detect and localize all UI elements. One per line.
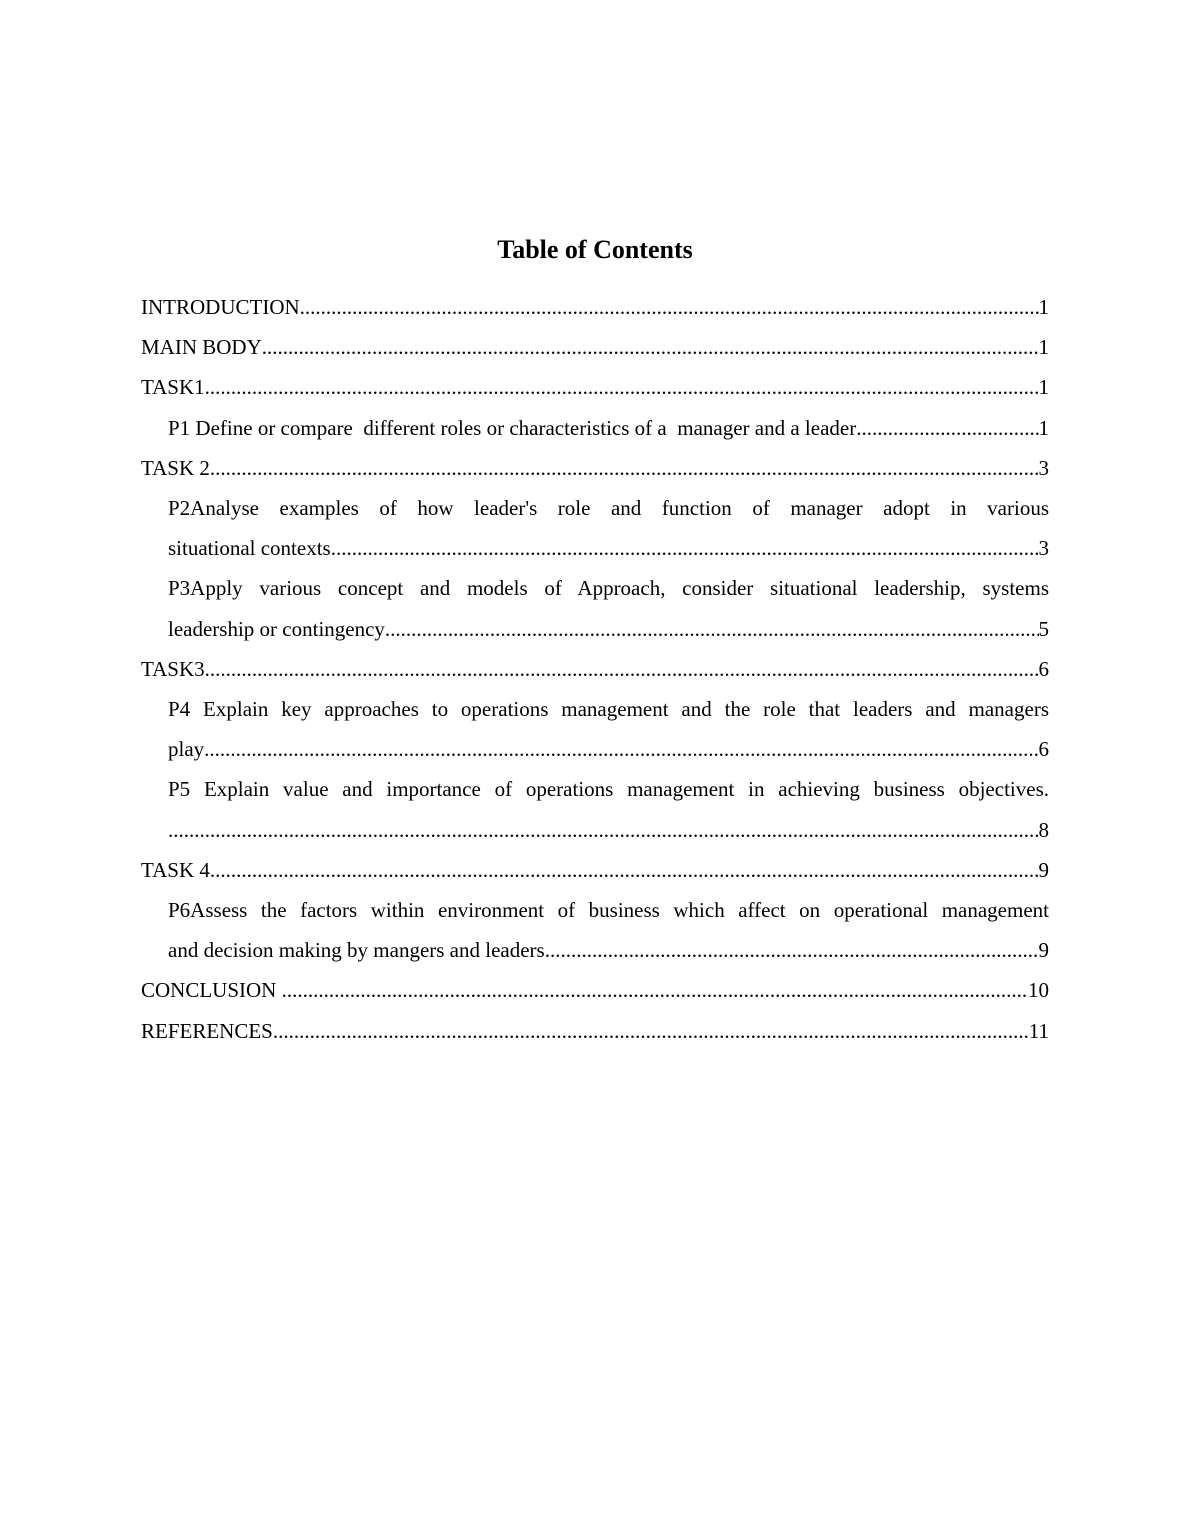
toc-entry-p4[interactable] [141, 689, 1049, 769]
toc-entry-label-line1: P3Apply various concept and models of Approach, consider situational leadership, systems [168, 576, 1049, 601]
toc-entry-label: MAIN BODY [141, 335, 262, 360]
toc-entry-p6[interactable] [141, 890, 1049, 970]
toc-entry-label-line1: P6Assess the factors within environment of business which affect on operational management [168, 898, 1049, 923]
toc-page-number: 8 [1038, 817, 1049, 842]
toc-entry-label: TASK1 [141, 375, 205, 400]
toc-entry-main-body[interactable] [141, 327, 1049, 367]
toc-entry-label-line1: P5 Explain value and importance of operations management in achieving business objectives. [168, 777, 1049, 802]
dot-leader [210, 850, 1039, 890]
toc-entry-label-line1: P2Analyse examples of how leader's role and function of manager adopt in various [168, 496, 1049, 521]
toc-title: Table of Contents [497, 235, 693, 264]
toc-entry-introduction[interactable] [141, 287, 1049, 327]
toc-page-number: 11 [1028, 1018, 1049, 1043]
dot-leader [856, 408, 1038, 448]
toc-page-number: 3 [1038, 455, 1049, 480]
toc-page-number: 1 [1038, 375, 1049, 400]
toc-entry-p5[interactable] [141, 769, 1049, 849]
toc-entry-label: TASK 2 [141, 455, 210, 480]
toc-entry-task4[interactable] [141, 850, 1049, 890]
dot-leader [205, 367, 1039, 407]
toc-page-number: 9 [1038, 857, 1049, 882]
dot-leader [168, 810, 1039, 850]
toc-page-number: 6 [1038, 737, 1049, 762]
dot-leader [545, 930, 1039, 970]
toc-entry-label-line2: leadership or contingency [168, 616, 385, 641]
toc-page-number: 5 [1038, 616, 1049, 641]
toc-page-number: 1 [1038, 415, 1049, 440]
toc-entry-label: CONCLUSION [141, 978, 282, 1003]
dot-leader [205, 649, 1039, 689]
toc-entry-label: TASK 4 [141, 857, 210, 882]
toc-entry-p1[interactable] [141, 408, 1049, 448]
toc-entry-p2[interactable] [141, 488, 1049, 568]
toc-entry-task1[interactable] [141, 367, 1049, 407]
dot-leader [273, 1011, 1029, 1051]
toc-page-number: 1 [1038, 295, 1049, 319]
dot-leader [262, 327, 1039, 367]
dot-leader [385, 609, 1039, 649]
toc-entry-label: TASK3 [141, 656, 205, 681]
toc-page-number: 1 [1038, 335, 1049, 360]
toc-entry-conclusion[interactable] [141, 970, 1049, 1010]
toc-entry-label: P1 Define or compare different roles or characteristics of a manager and a leader [168, 415, 857, 440]
dot-leader [210, 448, 1039, 488]
toc-entry-label-line2: situational contexts [168, 536, 331, 561]
toc-page-number: 10 [1028, 978, 1049, 1003]
table-of-contents [141, 287, 1049, 1051]
dot-leader [282, 970, 1028, 1010]
toc-entry-label-line2: play [168, 737, 205, 762]
toc-entry-label-line2: and decision making by mangers and leaders [168, 938, 545, 963]
dot-leader [300, 287, 1039, 327]
toc-page-number: 3 [1038, 536, 1049, 561]
toc-entry-label: INTRODUCTION [141, 295, 300, 319]
dot-leader [331, 528, 1039, 568]
toc-entry-references[interactable] [141, 1011, 1049, 1051]
toc-entry-task3[interactable] [141, 649, 1049, 689]
toc-page-number: 9 [1038, 938, 1049, 963]
toc-entry-task2[interactable] [141, 448, 1049, 488]
dot-leader [204, 729, 1038, 769]
toc-entry-label-line1: P4 Explain key approaches to operations management and the role that leaders and managers [168, 697, 1049, 722]
toc-entry-p3[interactable] [141, 568, 1049, 648]
toc-page-number: 6 [1038, 656, 1049, 681]
toc-entry-label: REFERENCES [141, 1018, 273, 1043]
